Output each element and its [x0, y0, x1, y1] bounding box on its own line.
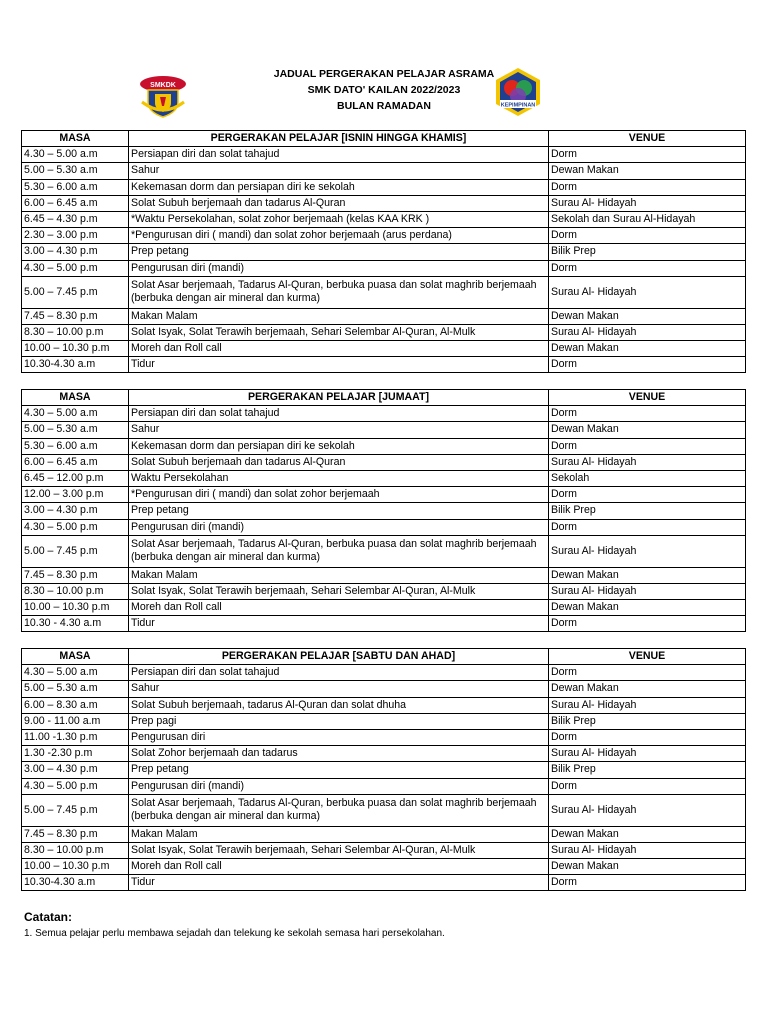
activity-cell: Tidur: [129, 875, 549, 891]
time-cell: 11.00 -1.30 p.m: [22, 729, 129, 745]
time-cell: 5.00 – 5.30 a.m: [22, 681, 129, 697]
venue-cell: Surau Al- Hidayah: [549, 276, 746, 308]
venue-cell: Dorm: [549, 616, 746, 632]
venue-cell: Dewan Makan: [549, 308, 746, 324]
column-header-masa: MASA: [22, 649, 129, 665]
table-row: [22, 211, 746, 227]
table-row: [22, 470, 746, 486]
table-row: [22, 422, 746, 438]
column-header-activity: PERGERAKAN PELAJAR [SABTU DAN AHAD]: [129, 649, 549, 665]
activity-cell: Moreh dan Roll call: [129, 859, 549, 875]
table-row: [22, 244, 746, 260]
table-row: [22, 324, 746, 340]
venue-cell: Surau Al- Hidayah: [549, 454, 746, 470]
time-cell: 6.45 – 4.30 p.m: [22, 211, 129, 227]
venue-cell: Bilik Prep: [549, 503, 746, 519]
activity-cell: Solat Isyak, Solat Terawih berjemaah, Sehari Selembar Al-Quran, Al-Mulk: [129, 583, 549, 599]
time-cell: 8.30 – 10.00 p.m: [22, 842, 129, 858]
table-row: [22, 875, 746, 891]
table-row: [22, 228, 746, 244]
activity-cell: Sahur: [129, 163, 549, 179]
time-cell: 5.00 – 7.45 p.m: [22, 794, 129, 826]
header-month: BULAN RAMADAN: [337, 100, 431, 112]
table-row: [22, 729, 746, 745]
venue-cell: Dorm: [549, 665, 746, 681]
activity-cell: Kekemasan dorm dan persiapan diri ke sekolah: [129, 438, 549, 454]
activity-cell: Solat Asar berjemaah, Tadarus Al-Quran, berbuka puasa dan solat maghrib berjemaah (berbuka dengan air mineral dan kurma): [129, 276, 549, 308]
schedule-table-weekday: [21, 130, 746, 373]
table-row: [22, 826, 746, 842]
time-cell: 4.30 – 5.00 a.m: [22, 147, 129, 163]
activity-cell: Moreh dan Roll call: [129, 600, 549, 616]
time-cell: 4.30 – 5.00 a.m: [22, 406, 129, 422]
activity-cell: Solat Isyak, Solat Terawih berjemaah, Sehari Selembar Al-Quran, Al-Mulk: [129, 324, 549, 340]
activity-cell: Moreh dan Roll call: [129, 341, 549, 357]
table-row: [22, 567, 746, 583]
venue-cell: Surau Al- Hidayah: [549, 324, 746, 340]
venue-cell: Bilik Prep: [549, 762, 746, 778]
time-cell: 5.00 – 7.45 p.m: [22, 535, 129, 567]
time-cell: 4.30 – 5.00 p.m: [22, 778, 129, 794]
venue-cell: Dewan Makan: [549, 341, 746, 357]
time-cell: 1.30 -2.30 p.m: [22, 746, 129, 762]
table-row: [22, 746, 746, 762]
venue-cell: Dorm: [549, 228, 746, 244]
column-header-activity: PERGERAKAN PELAJAR [JUMAAT]: [129, 390, 549, 406]
column-header-venue: VENUE: [549, 649, 746, 665]
badge-text: KEPIMPINAN: [500, 102, 536, 109]
time-cell: 8.30 – 10.00 p.m: [22, 583, 129, 599]
venue-cell: Dorm: [549, 179, 746, 195]
table-row: [22, 762, 746, 778]
activity-cell: Kekemasan dorm dan persiapan diri ke sekolah: [129, 179, 549, 195]
schedule-table-weekend: [21, 648, 746, 891]
column-header-masa: MASA: [22, 390, 129, 406]
time-cell: 6.45 – 12.00 p.m: [22, 470, 129, 486]
venue-cell: Surau Al- Hidayah: [549, 746, 746, 762]
table-row: [22, 195, 746, 211]
venue-cell: Sekolah: [549, 470, 746, 486]
column-header-venue: VENUE: [549, 390, 746, 406]
activity-cell: Solat Isyak, Solat Terawih berjemaah, Sehari Selembar Al-Quran, Al-Mulk: [129, 842, 549, 858]
notes-item: 1. Semua pelajar perlu membawa sejadah dan telekung ke sekolah semasa hari persekolahan.: [24, 928, 445, 939]
table-row: [22, 438, 746, 454]
activity-cell: Makan Malam: [129, 567, 549, 583]
venue-cell: Dorm: [549, 487, 746, 503]
table-row: [22, 341, 746, 357]
activity-cell: Makan Malam: [129, 826, 549, 842]
table-row: [22, 583, 746, 599]
activity-cell: Prep petang: [129, 503, 549, 519]
venue-cell: Surau Al- Hidayah: [549, 583, 746, 599]
header-school: SMK DATO' KAILAN 2022/2023: [307, 84, 461, 96]
venue-cell: Dewan Makan: [549, 681, 746, 697]
table-row: [22, 519, 746, 535]
time-cell: 8.30 – 10.00 p.m: [22, 324, 129, 340]
venue-cell: Bilik Prep: [549, 713, 746, 729]
time-cell: 10.30-4.30 a.m: [22, 357, 129, 373]
header-title: JADUAL PERGERAKAN PELAJAR ASRAMA: [273, 68, 495, 80]
activity-cell: Pengurusan diri (mandi): [129, 778, 549, 794]
activity-cell: Persiapan diri dan solat tahajud: [129, 406, 549, 422]
table-row: [22, 357, 746, 373]
table-row: [22, 600, 746, 616]
time-cell: 5.30 – 6.00 a.m: [22, 438, 129, 454]
activity-cell: Pengurusan diri: [129, 729, 549, 745]
activity-cell: Prep petang: [129, 762, 549, 778]
table-row: [22, 487, 746, 503]
venue-cell: Dorm: [549, 357, 746, 373]
activity-cell: Solat Asar berjemaah, Tadarus Al-Quran, berbuka puasa dan solat maghrib berjemaah (berbuka dengan air mineral dan kurma): [129, 794, 549, 826]
venue-cell: Surau Al- Hidayah: [549, 842, 746, 858]
activity-cell: Solat Zohor berjemaah dan tadarus: [129, 746, 549, 762]
column-header-masa: MASA: [22, 131, 129, 147]
table-row: [22, 681, 746, 697]
venue-cell: Dorm: [549, 147, 746, 163]
table-row: [22, 713, 746, 729]
time-cell: 7.45 – 8.30 p.m: [22, 567, 129, 583]
time-cell: 10.00 – 10.30 p.m: [22, 341, 129, 357]
time-cell: 6.00 – 8.30 a.m: [22, 697, 129, 713]
table-row: [22, 406, 746, 422]
activity-cell: Tidur: [129, 616, 549, 632]
table-row: [22, 260, 746, 276]
time-cell: 4.30 – 5.00 p.m: [22, 260, 129, 276]
venue-cell: Surau Al- Hidayah: [549, 195, 746, 211]
activity-cell: Tidur: [129, 357, 549, 373]
column-header-venue: VENUE: [549, 131, 746, 147]
activity-cell: Sahur: [129, 422, 549, 438]
activity-cell: Prep petang: [129, 244, 549, 260]
venue-cell: Dorm: [549, 406, 746, 422]
venue-cell: Surau Al- Hidayah: [549, 794, 746, 826]
activity-cell: Makan Malam: [129, 308, 549, 324]
activity-cell: Pengurusan diri (mandi): [129, 260, 549, 276]
table-row: [22, 179, 746, 195]
venue-cell: Dewan Makan: [549, 422, 746, 438]
time-cell: 5.00 – 5.30 a.m: [22, 163, 129, 179]
table-row: [22, 794, 746, 826]
table-row: [22, 665, 746, 681]
time-cell: 3.00 – 4.30 p.m: [22, 244, 129, 260]
table-row: [22, 616, 746, 632]
table-row: [22, 276, 746, 308]
table-row: [22, 147, 746, 163]
table-row: [22, 859, 746, 875]
activity-cell: Pengurusan diri (mandi): [129, 519, 549, 535]
table-row: [22, 308, 746, 324]
time-cell: 10.30 - 4.30 a.m: [22, 616, 129, 632]
notes-title: Catatan:: [24, 910, 73, 924]
venue-cell: Dorm: [549, 519, 746, 535]
time-cell: 10.30-4.30 a.m: [22, 875, 129, 891]
venue-cell: Dorm: [549, 260, 746, 276]
table-row: [22, 842, 746, 858]
activity-cell: Solat Subuh berjemaah dan tadarus Al-Quran: [129, 454, 549, 470]
column-header-activity: PERGERAKAN PELAJAR [ISNIN HINGGA KHAMIS]: [129, 131, 549, 147]
venue-cell: Dorm: [549, 438, 746, 454]
activity-cell: Persiapan diri dan solat tahajud: [129, 147, 549, 163]
venue-cell: Dorm: [549, 875, 746, 891]
table-row: [22, 454, 746, 470]
venue-cell: Dewan Makan: [549, 826, 746, 842]
time-cell: 4.30 – 5.00 a.m: [22, 665, 129, 681]
time-cell: 7.45 – 8.30 p.m: [22, 826, 129, 842]
table-header-row: [22, 649, 746, 665]
table-row: [22, 503, 746, 519]
venue-cell: Dewan Makan: [549, 600, 746, 616]
table-header-row: [22, 131, 746, 147]
venue-cell: Surau Al- Hidayah: [549, 535, 746, 567]
table-header-row: [22, 390, 746, 406]
time-cell: 5.00 – 7.45 p.m: [22, 276, 129, 308]
time-cell: 5.00 – 5.30 a.m: [22, 422, 129, 438]
time-cell: 4.30 – 5.00 p.m: [22, 519, 129, 535]
schedule-table-friday: [21, 389, 746, 632]
activity-cell: Prep pagi: [129, 713, 549, 729]
activity-cell: Persiapan diri dan solat tahajud: [129, 665, 549, 681]
time-cell: 5.30 – 6.00 a.m: [22, 179, 129, 195]
table-row: [22, 535, 746, 567]
venue-cell: Dorm: [549, 778, 746, 794]
activity-cell: *Waktu Persekolahan, solat zohor berjemaah (kelas KAA KRK ): [129, 211, 549, 227]
venue-cell: Dewan Makan: [549, 859, 746, 875]
activity-cell: Solat Subuh berjemaah dan tadarus Al-Quran: [129, 195, 549, 211]
activity-cell: Waktu Persekolahan: [129, 470, 549, 486]
time-cell: 9.00 - 11.00 a.m: [22, 713, 129, 729]
time-cell: 10.00 – 10.30 p.m: [22, 600, 129, 616]
venue-cell: Dewan Makan: [549, 567, 746, 583]
activity-cell: *Pengurusan diri ( mandi) dan solat zohor berjemaah: [129, 487, 549, 503]
table-row: [22, 697, 746, 713]
table-row: [22, 778, 746, 794]
venue-cell: Surau Al- Hidayah: [549, 697, 746, 713]
time-cell: 6.00 – 6.45 a.m: [22, 195, 129, 211]
time-cell: 10.00 – 10.30 p.m: [22, 859, 129, 875]
activity-cell: Solat Subuh berjemaah, tadarus Al-Quran dan solat dhuha: [129, 697, 549, 713]
venue-cell: Sekolah dan Surau Al-Hidayah: [549, 211, 746, 227]
time-cell: 6.00 – 6.45 a.m: [22, 454, 129, 470]
table-row: [22, 163, 746, 179]
time-cell: 3.00 – 4.30 p.m: [22, 762, 129, 778]
activity-cell: Sahur: [129, 681, 549, 697]
time-cell: 7.45 – 8.30 p.m: [22, 308, 129, 324]
venue-cell: Bilik Prep: [549, 244, 746, 260]
document-header: [0, 66, 768, 114]
activity-cell: Solat Asar berjemaah, Tadarus Al-Quran, berbuka puasa dan solat maghrib berjemaah (berbuka dengan air mineral dan kurma): [129, 535, 549, 567]
crest-text: SMKDK: [150, 82, 176, 89]
time-cell: 12.00 – 3.00 p.m: [22, 487, 129, 503]
venue-cell: Dorm: [549, 729, 746, 745]
venue-cell: Dewan Makan: [549, 163, 746, 179]
time-cell: 3.00 – 4.30 p.m: [22, 503, 129, 519]
activity-cell: *Pengurusan diri ( mandi) dan solat zohor berjemaah (arus perdana): [129, 228, 549, 244]
time-cell: 2.30 – 3.00 p.m: [22, 228, 129, 244]
